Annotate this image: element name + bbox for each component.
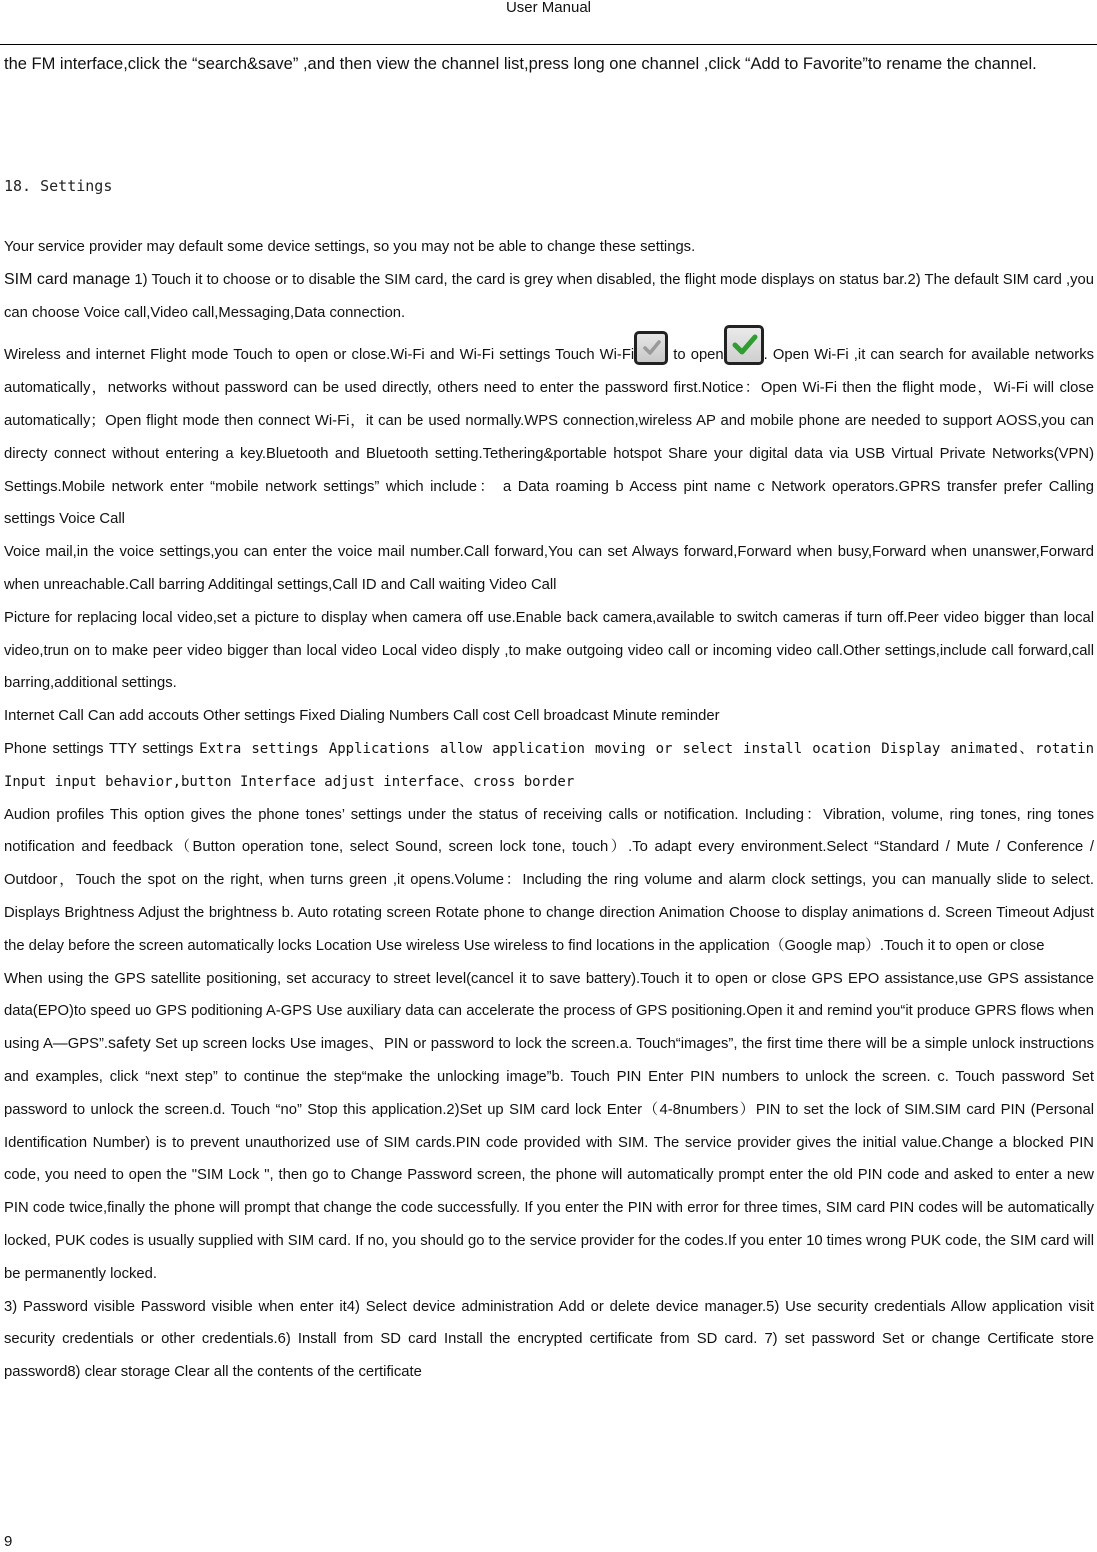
paragraph-wireless [4, 339, 1094, 536]
paragraph-phone-settings [4, 733, 1094, 799]
gps-text: When using the GPS satellite positioning, set accuracy to street level(cancel it to save battery).Touch it to open or close GPS EPO assistance,use GPS assistance data(EPO)to speed uo GPS poditioning A-GPS Use auxiliary data can accelerate the process of GPS positioning.Open it and remind you“it produce GPRS flows when using A—GPS”. [4, 970, 1094, 1053]
phone-settings-text: Phone settings TTY settings [4, 740, 200, 757]
extra-settings-text: Extra settings Applications allow application moving or select install ocation Display animated、rotatin Input input behavior,button Interface adjust interface、cross border [4, 740, 1094, 790]
section-title: Settings [40, 177, 113, 195]
section-number: 18. [4, 177, 32, 195]
paragraph-video-call: Picture for replacing local video,set a picture to display when camera off use.Enable back camera,available to switch cameras if turn off.Peer video bigger than local video,trun on to make peer video bigger than local video Local video disply ,to make outgoing video call or incoming video call.Other settings,include call forward,call barring,additional settings. [4, 609, 1094, 692]
checkbox-unchecked-icon [634, 331, 668, 365]
paragraph-security-list: 3) Password visible Password visible when enter it4) Select device administration Add or delete device manager.5) Use security credentials Allow application visit security credentials or other credentials.6) Install from SD card Install the encrypted certificate from SD card. 7) set password Set or change Certificate store password8) clear storage Clear all the contents of the certificate [4, 1298, 1094, 1381]
document-body [4, 231, 1094, 1389]
sim-card-text: 1) Touch it to choose or to disable the SIM card, the card is grey when disabled, the flight mode displays on status bar.2) The default SIM card ,you can choose Voice call,Video call,Messaging,Data connection. [4, 271, 1094, 321]
paragraph-service-provider: Your service provider may default some device settings, so you may not be able to change these settings. [4, 239, 696, 255]
sim-card-lead: SIM card manage [4, 270, 131, 288]
section-heading [4, 175, 112, 197]
intro-paragraph: the FM interface,click the “search&save” ,and then view the channel list,press long one channel ,click “Add to Favorite”to rename the channel. [4, 55, 1037, 73]
safety-lead: safety [108, 1035, 151, 1053]
checkbox-checked-icon [724, 325, 764, 365]
wireless-text-a: Wireless and internet Flight mode Touch to open or close.Wi-Fi and Wi-Fi settings Touch Wi-Fi [4, 347, 635, 364]
paragraph-gps-safety [4, 963, 1094, 1291]
safety-text: Set up screen locks Use images、PIN or password to lock the screen.a. Touch“images”, the first time there will be a simple unlock instructions and examples, click “next step” to continue the step“make the unlocking image”b. Touch PIN Enter PIN numbers to unlock the screen. c. Touch password Set password to unlock the screen.d. Touch “no” Stop this application.2)Set up SIM card lock Enter（4-8numbers）PIN to set the lock of SIM.SIM card PIN (Personal Identification Number) is to prevent unauthorized use of SIM cards.PIN code provided with SIM. The service provider gives the initial value.Change a blocked PIN code, you need to open the "SIM Lock ", then go to Change Password screen, the phone will automatically prompt enter the old PIN code and asked to enter a new PIN code twice,finally the phone will prompt that change the code successfully. If you enter the PIN with error for three times, SIM card PIN codes will be automatically locked, PUK codes is usually supplied with SIM card. If no, you should go to the service provider for the codes.If you enter 10 times wrong PUK code, the SIM card will be permanently locked. [4, 1036, 1094, 1282]
header-title: User Manual [505, 0, 592, 16]
paragraph-internet-call: Internet Call Can add accouts Other settings Fixed Dialing Numbers Call cost Cell broadcast Minute reminder [4, 708, 720, 725]
wireless-text-b: to open [668, 347, 724, 364]
page-number: 9 [4, 1533, 13, 1550]
page-header [0, 0, 1097, 45]
paragraph-voice-mail: Voice mail,in the voice settings,you can enter the voice mail number.Call forward,You can set Always forward,Forward when busy,Forward when unanswer,Forward when unreachable.Call barring Additingal settings,Call ID and Call waiting Video Call [4, 544, 1094, 593]
wireless-text-c: . Open Wi-Fi ,it can search for available networks automatically，networks without password can be used directly, others need to enter the password first.Notice：Open Wi-Fi then the flight mode，Wi-Fi will close automatically；Open flight mode then connect Wi-Fi，it can be used normally.WPS connection,wireless AP and mobile phone are needed to support AOSS,you can directy connect without entering a key.Bluetooth and Bluetooth setting.Tethering&portable hotspot Share your digital data via USB Virtual Private Networks(VPN) Settings.Mobile network enter “mobile network settings” which include： a Data roaming b Access pint name c Network operators.GPRS transfer prefer Calling settings Voice Call [4, 347, 1094, 528]
paragraph-sim-card [4, 264, 1094, 330]
paragraph-audio-profiles: Audion profiles This option gives the phone tones’ settings under the status of receiving calls or notification. Including：Vibration, volume, ring tones, ring tones notification and feedback（Button operation tone, select Sound, screen lock tone, touch）.To adapt every environment.Select “Standard / Mute / Conference / Outdoor，Touch the spot on the right, when turns green ,it opens.Volume：Including the ring volume and alarm clock settings, you can manually slide to select. Displays Brightness Adjust the brightness b. Auto rotating screen Rotate phone to change direction Animation Choose to display animations d. Screen Timeout Adjust the delay before the screen automatically locks Location Use wireless Use wireless to find locations in the application（Google map）.Touch it to open or close [4, 806, 1094, 954]
